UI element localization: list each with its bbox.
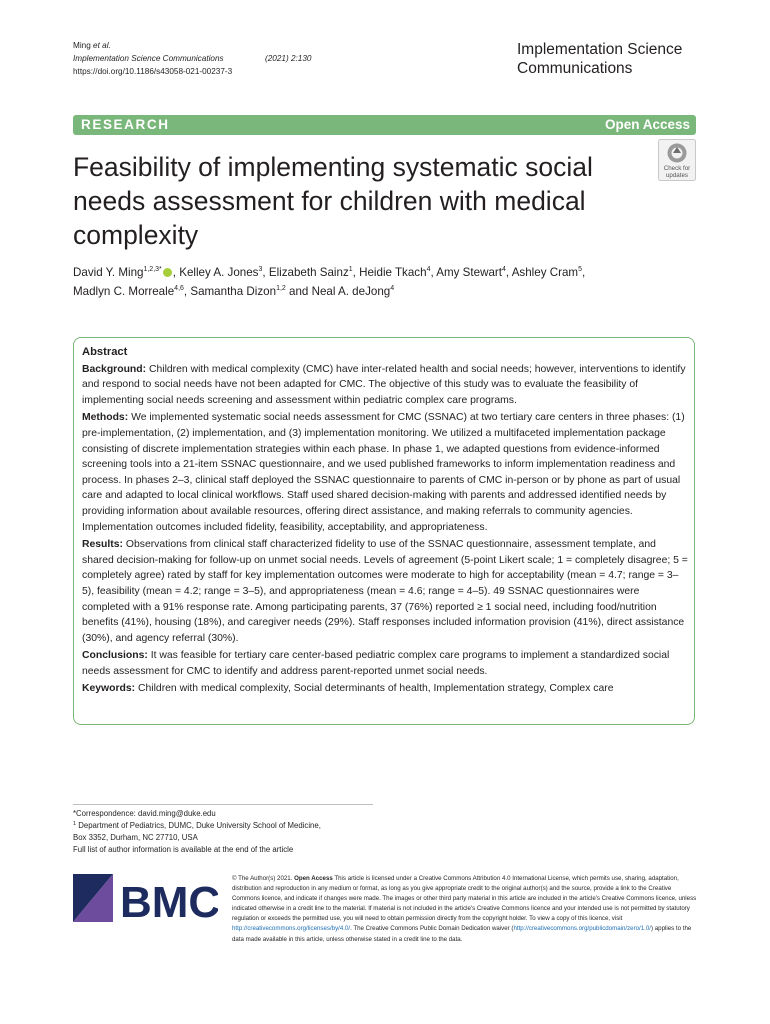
author-name: , Amy Stewart: [430, 266, 502, 279]
author-affil: 1,2: [276, 285, 286, 292]
et-al: et al.: [93, 41, 111, 50]
running-head-journal: [73, 53, 224, 66]
footnote-divider: [73, 804, 373, 805]
running-head-volume: (2021) 2:130: [265, 54, 312, 63]
results-label: Results:: [82, 539, 123, 551]
article-title: [73, 150, 658, 252]
affil-text: Department of Pediatrics, DUMC, Duke University School of Medicine,: [76, 821, 321, 830]
author-affil: 3: [258, 266, 263, 273]
methods-label: Methods:: [82, 412, 129, 424]
license-body-3: ) applies to the data made available in this article, unless otherwise stated in a credit line to the data.: [232, 925, 692, 943]
abstract-conclusions: [82, 648, 688, 679]
results-text: Observations from clinical staff characterized fidelity to use of the SSNAC questionnaire, assessment template, and shared decision-making for follow-up on unmet social needs. Levels of agreement (5-point Likert scale; 1 = completely disagree; 5 = completely agree) rated by staff for key implementation outcomes were moderate to high for acceptability (mean = 4.7; range = 3–5), feasibility (mean = 4.2; range = 3–5), and appropriateness (mean = 4.6; range = 4–5). 49 SSNAC questionnaires were completed with a 91% response rate. Among participating parents, 37 (76%) reported ≥ 1 social need, including food/nutrition benefits (41%), housing (18%), and caregiver needs (29%). Staff responses included information provision (41%), direct assistance (30%), and agency referral (30%).: [82, 539, 688, 644]
author-name: and Neal A. deJong: [285, 285, 391, 298]
affil-number: 1: [73, 821, 77, 827]
author-list: [73, 263, 703, 301]
copyright: © The Author(s) 2021.: [232, 875, 295, 882]
section-label: RESEARCH: [81, 117, 170, 132]
author-name: , Kelley A. Jones: [172, 266, 259, 279]
author-affil: 5: [578, 266, 582, 273]
conclusions-text: It was feasible for tertiary care center-based pediatric complex care programs to implement a standardized social needs assessment for CMC to identify and address parent-reported unmet social needs.: [82, 650, 670, 677]
license-text: [232, 874, 698, 945]
affiliation-line2: Box 3352, Durham, NC 27710, USA: [73, 833, 198, 842]
abstract-background: [82, 362, 688, 409]
author-name: , Heidie Tkach: [352, 266, 427, 279]
correspondence: *Correspondence: david.ming@duke.edu: [73, 809, 216, 818]
abstract-methods: [82, 410, 688, 535]
journal-italic: Implementation Science Communications: [73, 54, 224, 63]
check-updates-line2: updates: [665, 172, 689, 179]
license-open-access-label: Open Access: [294, 875, 333, 882]
author-affil: 1,2,3*: [143, 266, 162, 273]
journal-name-line1: Implementation Science: [517, 41, 683, 58]
background-text: Children with medical complexity (CMC) have inter-related health and social needs; however, interventions to identify and respond to social needs have not been adapted for CMC. The objective of this study was to evaluate the feasibility of implementing social needs screening and assessment within pediatric complex care programs.: [82, 363, 686, 406]
bmc-logo-icon: [73, 872, 218, 924]
author-affil: 4: [501, 266, 506, 273]
license-body: This article is licensed under a Creative Commons Attribution 4.0 International License, which permits use, sharing, adaptation, distribution and reproduction in any medium or format, as long as you give appropriate credit to the original author(s) and the source, provide a link to the Creative Commons licence, and indicate if changes were made. The images or other third party material in this article are included in the article's Creative Commons licence, unless indicated otherwise in a credit line to the material. If material is not included in the article's Creative Commons licence and your intended use is not permitted by statutory regulation or exceeds the permitted use, you will need to obtain permission directly from the copyright holder. To view a copy of this licence, visit: [232, 875, 697, 923]
background-label: Background:: [82, 363, 147, 375]
check-for-updates-button[interactable]: [658, 139, 696, 181]
journal-name-line2: Communications: [517, 60, 633, 77]
doi-link[interactable]: https://doi.org/10.1186/s43058-021-00237-3: [73, 67, 233, 76]
conclusions-label: Conclusions:: [82, 650, 148, 662]
journal-name: [517, 40, 682, 78]
author-name: Madlyn C. Morreale: [73, 285, 175, 298]
affiliation-line1: [73, 820, 403, 832]
title-line1: Feasibility of implementing systematic social: [73, 152, 593, 182]
author-name: , Samantha Dizon: [183, 285, 277, 298]
orcid-icon[interactable]: [163, 268, 172, 277]
author-separator: ,: [581, 266, 586, 279]
footnotes: [73, 808, 403, 856]
title-line3: complexity: [73, 220, 199, 250]
public-domain-link[interactable]: http://creativecommons.org/publicdomain/zero/1.0/: [513, 925, 652, 933]
license-body-2: . The Creative Commons Public Domain Dedication waiver (: [350, 925, 514, 933]
full-author-info-note: Full list of author information is available at the end of the article: [73, 845, 294, 854]
running-head-authors: [73, 40, 111, 53]
author-affil: 1: [348, 266, 353, 273]
author-affil: 4,6: [174, 285, 184, 292]
abstract-content: [82, 345, 688, 699]
author-line2: [73, 282, 703, 301]
keywords-label: Keywords:: [82, 683, 136, 695]
author-affil: 4: [390, 285, 395, 292]
open-access-label: Open Access: [604, 117, 690, 132]
author-short: Ming: [73, 41, 94, 50]
author-name: David Y. Ming: [73, 266, 144, 279]
methods-text: We implemented systematic social needs assessment for CMC (SSNAC) at two tertiary care centers in three phases: (1) pre-implementation, (2) implementation, and (3) implementation monitoring. We utilized a multifaceted implementation package consisting of discrete implementation strategies within each phase. In phase 1, we adapted questions from evidence-informed screening tools into a 21-item SSNAC questionnaire, and we used published frameworks to inform implementation readiness and process. In phases 2–3, clinical staff deployed the SSNAC questionnaire to parents of CMC in-person or by phone as part of usual care and adapted to local clinical workflows. Staff used shared decision-making with parents and addressed identified needs by providing information about available resources, offering direct assistance, and making referrals to community agencies. Implementation outcomes included fidelity, feasibility, acceptability, and appropriateness.: [82, 412, 685, 533]
author-name: , Elizabeth Sainz: [262, 266, 349, 279]
abstract-heading: Abstract: [82, 346, 128, 358]
abstract-results: [82, 537, 688, 646]
check-updates-line1: Check for: [663, 165, 691, 172]
check-for-updates-icon: [658, 139, 696, 181]
author-affil: 4: [426, 266, 431, 273]
license-link[interactable]: http://creativecommons.org/licenses/by/4.0/: [232, 925, 351, 933]
bmc-logo: [73, 872, 218, 924]
author-line1: [73, 263, 703, 282]
abstract-keywords: [82, 681, 688, 697]
title-line2: needs assessment for children with medical: [73, 186, 586, 216]
section-banner: [73, 115, 696, 135]
bmc-logo-text: BMC: [120, 878, 218, 924]
keywords-text: Children with medical complexity, Social determinants of health, Implementation strategy, Complex care: [135, 683, 614, 695]
author-name: , Ashley Cram: [505, 266, 579, 279]
